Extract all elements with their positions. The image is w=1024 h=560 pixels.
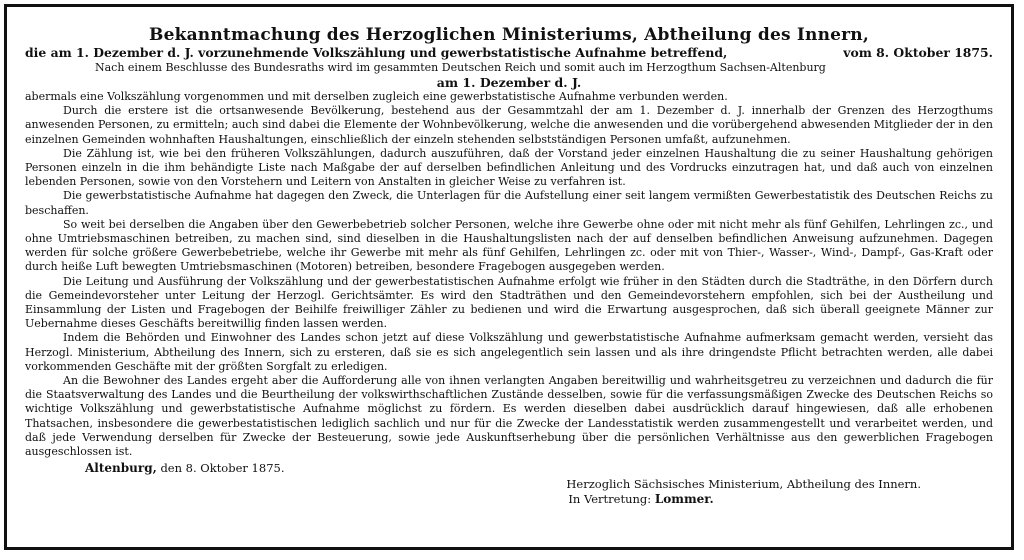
signature-block [566, 477, 921, 507]
deputy-prefix: In Vertretung: [568, 492, 652, 506]
paragraph-8: An die Bewohner des Landes ergeht aber die Aufforderung alle von ihnen verlangten Angaben bereitwillig und wahrheitsgetreu zu verzeichnen und dadurch die für die Staatsverwaltung des Landes und die Beurtheilung der volkswirthschaftlichen Zustände desselben, sowie für die verfassungsmäßigen Zwecke des Deutschen Reichs so wichtige Volkszählung und gewerbstatistische Aufnahme möglichst zu fördern. Es werden dieselben dabei ausdrücklich darauf hingewiesen, daß alle erhobenen Thatsachen, insbesondere die gewerbestatistischen lediglich sachlich und nur für die Zwecke der Landesstatistik werden zusammengestellt und verarbeitet werden, und daß jede Verwendung derselben für Zwecke der Besteuerung, sowie jede Auskunftserhebung über die persönlichen Verhältnisse aus den gewerblichen Fragebogen ausgeschlossen ist. [25, 374, 993, 459]
notice-title: Bekanntmachung des Herzoglichen Ministeriums, Abtheilung des Innern, [149, 25, 869, 45]
paragraph-6: Die Leitung und Ausführung der Volkszählung und der gewerbestatistischen Aufnahme erfolgt wie früher in den Städten durch die Stadträthe, in den Dörfern durch die Gemeindevorsteher unter Leitung der Herzogl. Gerichtsämter. Es wird den Stadträthen und den Gemeindevorstehern empfohlen, sich bei der Austheilung und Einsammlung der Listen und Fragebogen der Beihilfe freiwilliger Zähler zu bedienen und wird die Erwartung ausgesprochen, daß sich überall geeignete Männer zur Uebernahme dieses Geschäfts bereitwillig finden lassen werden. [25, 274, 993, 331]
paragraph-2: Durch die erstere ist die ortsanwesende Bevölkerung, bestehend aus der Gesammtzahl der am 1. Dezember d. J. innerhalb der Grenzen des Herzogthums anwesenden Personen, zu ermitteln; auch sind dabei die Elemente der Wohnbevölkerung, welche die anwesenden und die vorübergehend abwesenden Mitglieder der in den einzelnen Gemeinden wohnhaften Haushaltungen, einschließlich der einzeln stehenden selbstständigen Personen umfaßt, aufzunehmen. [25, 104, 993, 146]
subtitle-left: die am 1. Dezember d. J. vorzunehmende Volkszählung und gewerbstatistische Aufnahme betreffend, [25, 45, 728, 60]
paragraph-5: So weit bei derselben die Angaben über den Gewerbebetrieb solcher Personen, welche ihre Gewerbe ohne oder mit nicht mehr als fünf Gehilfen, Lehrlingen zc., und ohne Umtriebsmaschinen betreiben, zu machen sind, sind dieselben in die Haushaltungslisten nach der auf denselben befindlichen Anweisung aufzunehmen. Dagegen werden für solche größere Gewerbebetriebe, welche ihr Gewerbe mit mehr als fünf Gehilfen, Lehrlingen zc. oder mit von Thier-, Wasser-, Wind-, Dampf-, Gas-Kraft oder durch heiße Luft bewegten Umtriebsmaschinen (Motoren) betreiben, besondere Fragebogen ausgegeben werden. [25, 217, 993, 274]
notice-subtitle [25, 45, 993, 61]
notice-frame [4, 4, 1014, 550]
paragraph-3: Die Zählung ist, wie bei den früheren Volkszählungen, dadurch auszuführen, daß der Vorstand jeder einzelnen Haushaltung die zu seiner Haushaltung gehörigen Personen einzeln in die ihm behändigte Liste nach Maßgabe der auf derselben befindlichen Anleitung und des Vordrucks einzutragen hat, und daß auch von einzelnen lebenden Personen, sowie von den Vorstehern und Leitern von Anstalten in gleicher Weise zu verfahren ist. [25, 146, 993, 189]
place-date [85, 461, 993, 476]
intro-line: Nach einem Beschlusse des Bundesraths wird im gesammten Deutschen Reich und somit auch im Herzogthum Sachsen-Altenburg [95, 61, 826, 74]
deputy-name: Lommer. [654, 492, 714, 506]
subtitle-date: vom 8. Oktober 1875. [843, 45, 993, 60]
census-date: am 1. Dezember d. J. [436, 75, 582, 90]
paragraph-7: Indem die Behörden und Einwohner des Landes schon jetzt auf diese Volkszählung und gewerbstatistische Aufnahme aufmerksam gemacht werden, versieht das Herzogl. Ministerium, Abtheilung des Innern, sich zu ersteren, daß sie es sich angelegentlich sein lassen und als ihre dringendste Pflicht betrachten werden, alle dabei vorkommenden Geschäfte mit der größten Sorgfalt zu erledigen. [25, 331, 993, 373]
issue-date: den 8. Oktober 1875. [160, 461, 285, 476]
authority: Herzoglich Sächsisches Ministerium, Abtheilung des Innern. [566, 477, 921, 491]
place: Altenburg, [85, 461, 157, 476]
paragraph-1: abermals eine Volkszählung vorgenommen und mit derselben zugleich eine gewerbstatistische Aufnahme verbunden werden. [25, 90, 728, 103]
paragraph-4: Die gewerbstatistische Aufnahme hat dagegen den Zweck, die Unterlagen für die Aufstellung einer seit langem vermißten Gewerbestatistik des Deutschen Reichs zu beschaffen. [25, 189, 993, 217]
deputy-line [566, 492, 921, 507]
